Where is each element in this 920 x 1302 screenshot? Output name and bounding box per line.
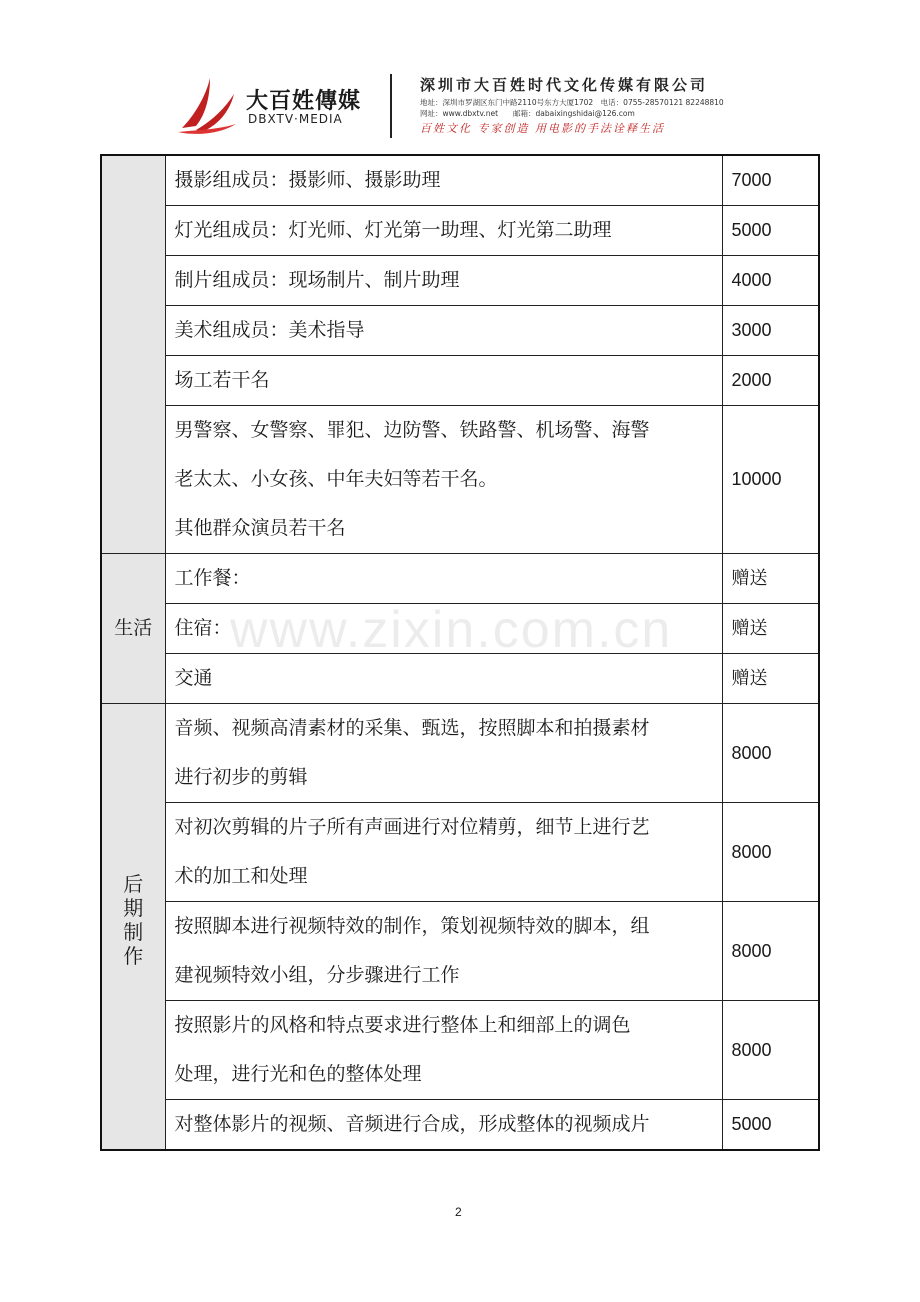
item-description [165,1100,722,1151]
item-description-line: 摄影组成员：摄影师、摄影助理 [174,169,441,191]
watermark: www.zixin.com.cn [230,601,673,659]
table-row [101,654,819,704]
page-number: 2 [455,1205,462,1219]
item-description-line: 音频、视频高清素材的采集、甄选，按照脚本和拍摄素材 [174,717,650,739]
item-description-line: 其他群众演员若干名 [174,517,346,539]
brand-name-chinese: 大百姓傳媒 [246,88,362,114]
item-description [165,803,722,902]
item-description-line: 场工若干名 [174,369,270,391]
item-description-line: 进行初步的剪辑 [174,766,308,788]
item-price: 2000 [722,356,819,406]
category-label: 后期制作 [123,871,144,968]
item-description-line: 建视频特效小组，分步骤进行工作 [174,964,460,986]
table-row [101,1100,819,1151]
company-address: 地址：深圳市罗湖区东门中路2110号东方大厦1702 电话：0755-28570121 82248810 [420,98,724,107]
item-description-line: 按照脚本进行视频特效的制作，策划视频特效的脚本，组 [174,915,650,937]
item-description-line: 美术组成员：美术指导 [174,319,365,341]
table-row [101,704,819,803]
item-description-line: 老太太、小女孩、中年夫妇等若干名。 [174,468,498,490]
item-description-line: 灯光组成员：灯光师、灯光第一助理、灯光第二助理 [174,219,612,241]
item-description [165,256,722,306]
item-price: 3000 [722,306,819,356]
company-logo-icon [176,76,238,134]
item-description [165,206,722,256]
item-description [165,155,722,206]
item-description: 住宿： [165,604,722,654]
table-row [101,554,819,604]
table-row [101,902,819,1001]
category-label: 生活 [114,617,153,639]
table-row [101,206,819,256]
item-description [165,704,722,803]
table-row [101,604,819,654]
item-price: 5000 [722,206,819,256]
item-description [165,356,722,406]
item-description-line: 处理，进行光和色的整体处理 [174,1063,422,1085]
category-cell [101,704,165,1151]
table-row [101,1001,819,1100]
company-website-email: 网址：www.dbxtv.net 邮箱：dabaixingshidai@126.com [420,109,635,118]
item-price: 赠送 [722,604,819,654]
table-row [101,306,819,356]
item-price: 8000 [722,704,819,803]
item-price: 赠送 [722,654,819,704]
table-row [101,406,819,554]
item-description-line: 对初次剪辑的片子所有声画进行对位精剪，细节上进行艺 [174,816,650,838]
item-price: 8000 [722,1001,819,1100]
item-price: 8000 [722,803,819,902]
item-description [165,1001,722,1100]
item-description: 交通 [165,654,722,704]
company-slogan: 百姓文化 专家创造 用电影的手法诠释生活 [420,122,665,135]
item-description-line: 男警察、女警察、罪犯、边防警、铁路警、机场警、海警 [174,419,650,441]
quotation-table [100,154,820,1151]
item-description [165,406,722,554]
item-price: 赠送 [722,554,819,604]
table-row [101,356,819,406]
header-divider [390,74,392,138]
brand-name-english: DBXTV·MEDIA [248,112,343,126]
table-row [101,803,819,902]
item-price: 4000 [722,256,819,306]
category-cell [101,155,165,554]
item-description: 工作餐： [165,554,722,604]
item-price: 5000 [722,1100,819,1151]
company-name: 深圳市大百姓时代文化传媒有限公司 [420,76,709,94]
table-row [101,256,819,306]
item-description-line: 术的加工和处理 [174,865,308,887]
item-description [165,306,722,356]
table-row [101,155,819,206]
item-price: 10000 [722,406,819,554]
category-cell [101,554,165,704]
item-description-line: 按照影片的风格和特点要求进行整体上和细部上的调色 [174,1014,631,1036]
item-description [165,902,722,1001]
item-description-line: 制片组成员：现场制片、制片助理 [174,269,460,291]
item-price: 8000 [722,902,819,1001]
letterhead [176,70,746,140]
item-price: 7000 [722,155,819,206]
item-description-line: 对整体影片的视频、音频进行合成，形成整体的视频成片 [174,1113,650,1135]
